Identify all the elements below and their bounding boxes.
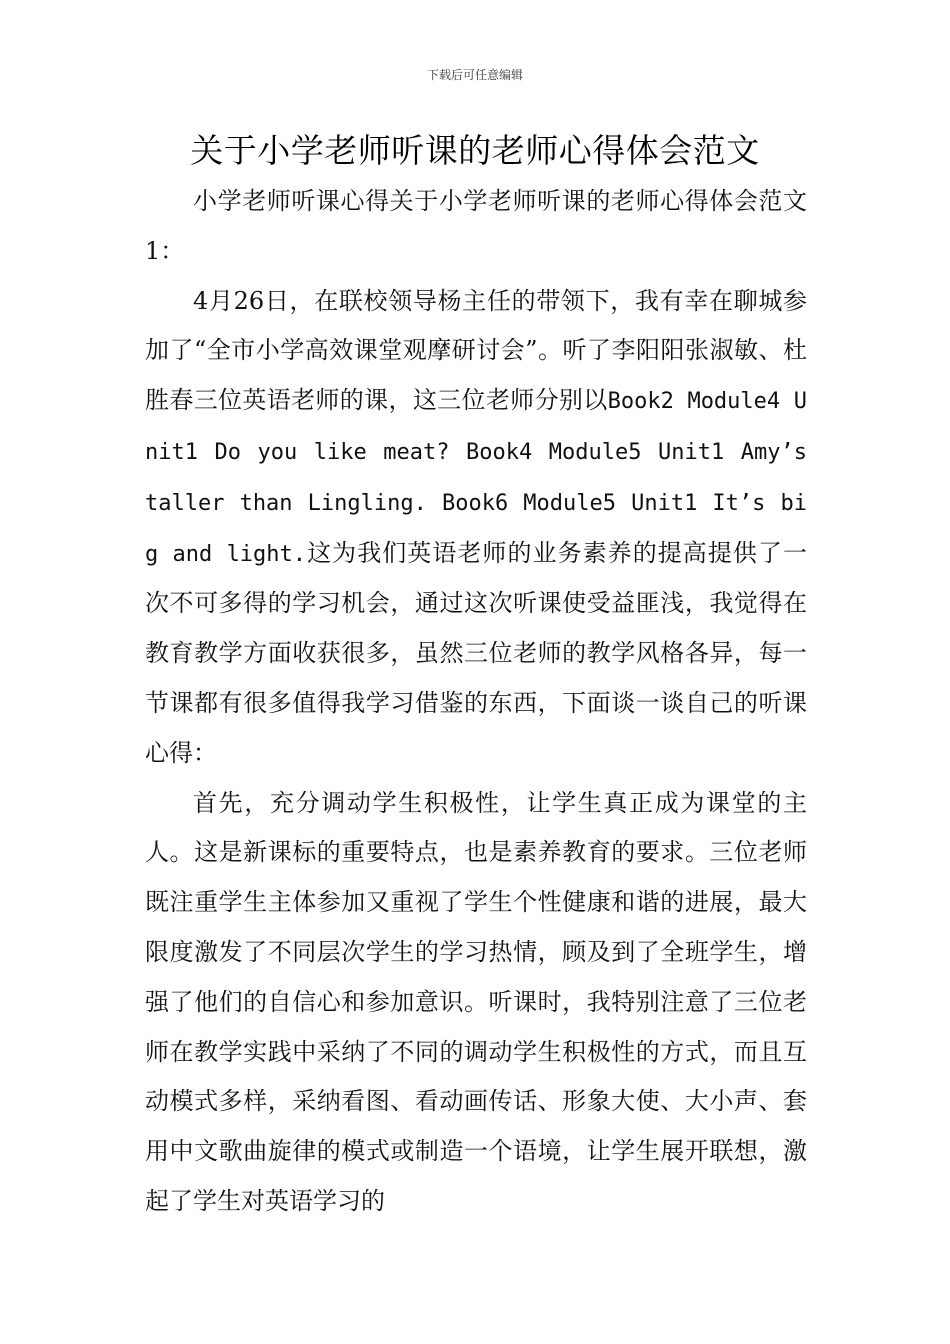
paragraph-2: 4月26日，在联校领导杨主任的带领下，我有幸在聊城参加了“全市小学高效课堂观摩研讨会”。听了李阳阳张淑敏、杜胜春三位英语老师的课，这三位老师分别以Book2 Module4 Unit1 Do you like meat? Book4 Module5 Unit1 Amy’s taller than Lingling. Book6 Module5 Unit1 It’s big and light.这为我们英语老师的业务素养的提高提供了一次不可多得的学习机会，通过这次听课使受益匪浅，我觉得在教育教学方面收获很多，虽然三位老师的教学风格各异，每一节课都有很多值得我学习借鉴的东西，下面谈一谈自己的听课心得：: [145, 286, 807, 767]
header-note: 下载后可任意编辑: [426, 68, 523, 82]
document-title: 关于小学老师听课的老师心得体会范文: [190, 131, 760, 170]
paragraph-3: 首先，充分调动学生积极性，让学生真正成为课堂的主人。这是新课标的重要特点，也是素养教育的要求。三位老师既注重学生主体参加又重视了学生个性健康和谐的进展，最大限度激发了不同层次学生的学习热情，顾及到了全班学生，增强了他们的自信心和参加意识。听课时，我特别注意了三位老师在教学实践中采纳了不同的调动学生积极性的方式，而且互动模式多样，采纳看图、看动画传话、形象大使、大小声、套用中文歌曲旋律的模式或制造一个语境，让学生展开联想，激起了学生对英语学习的: [145, 788, 807, 1215]
paragraph-1: 小学老师听课心得关于小学老师听课的老师心得体会范文1：: [145, 187, 807, 265]
document-body: [145, 177, 807, 1227]
